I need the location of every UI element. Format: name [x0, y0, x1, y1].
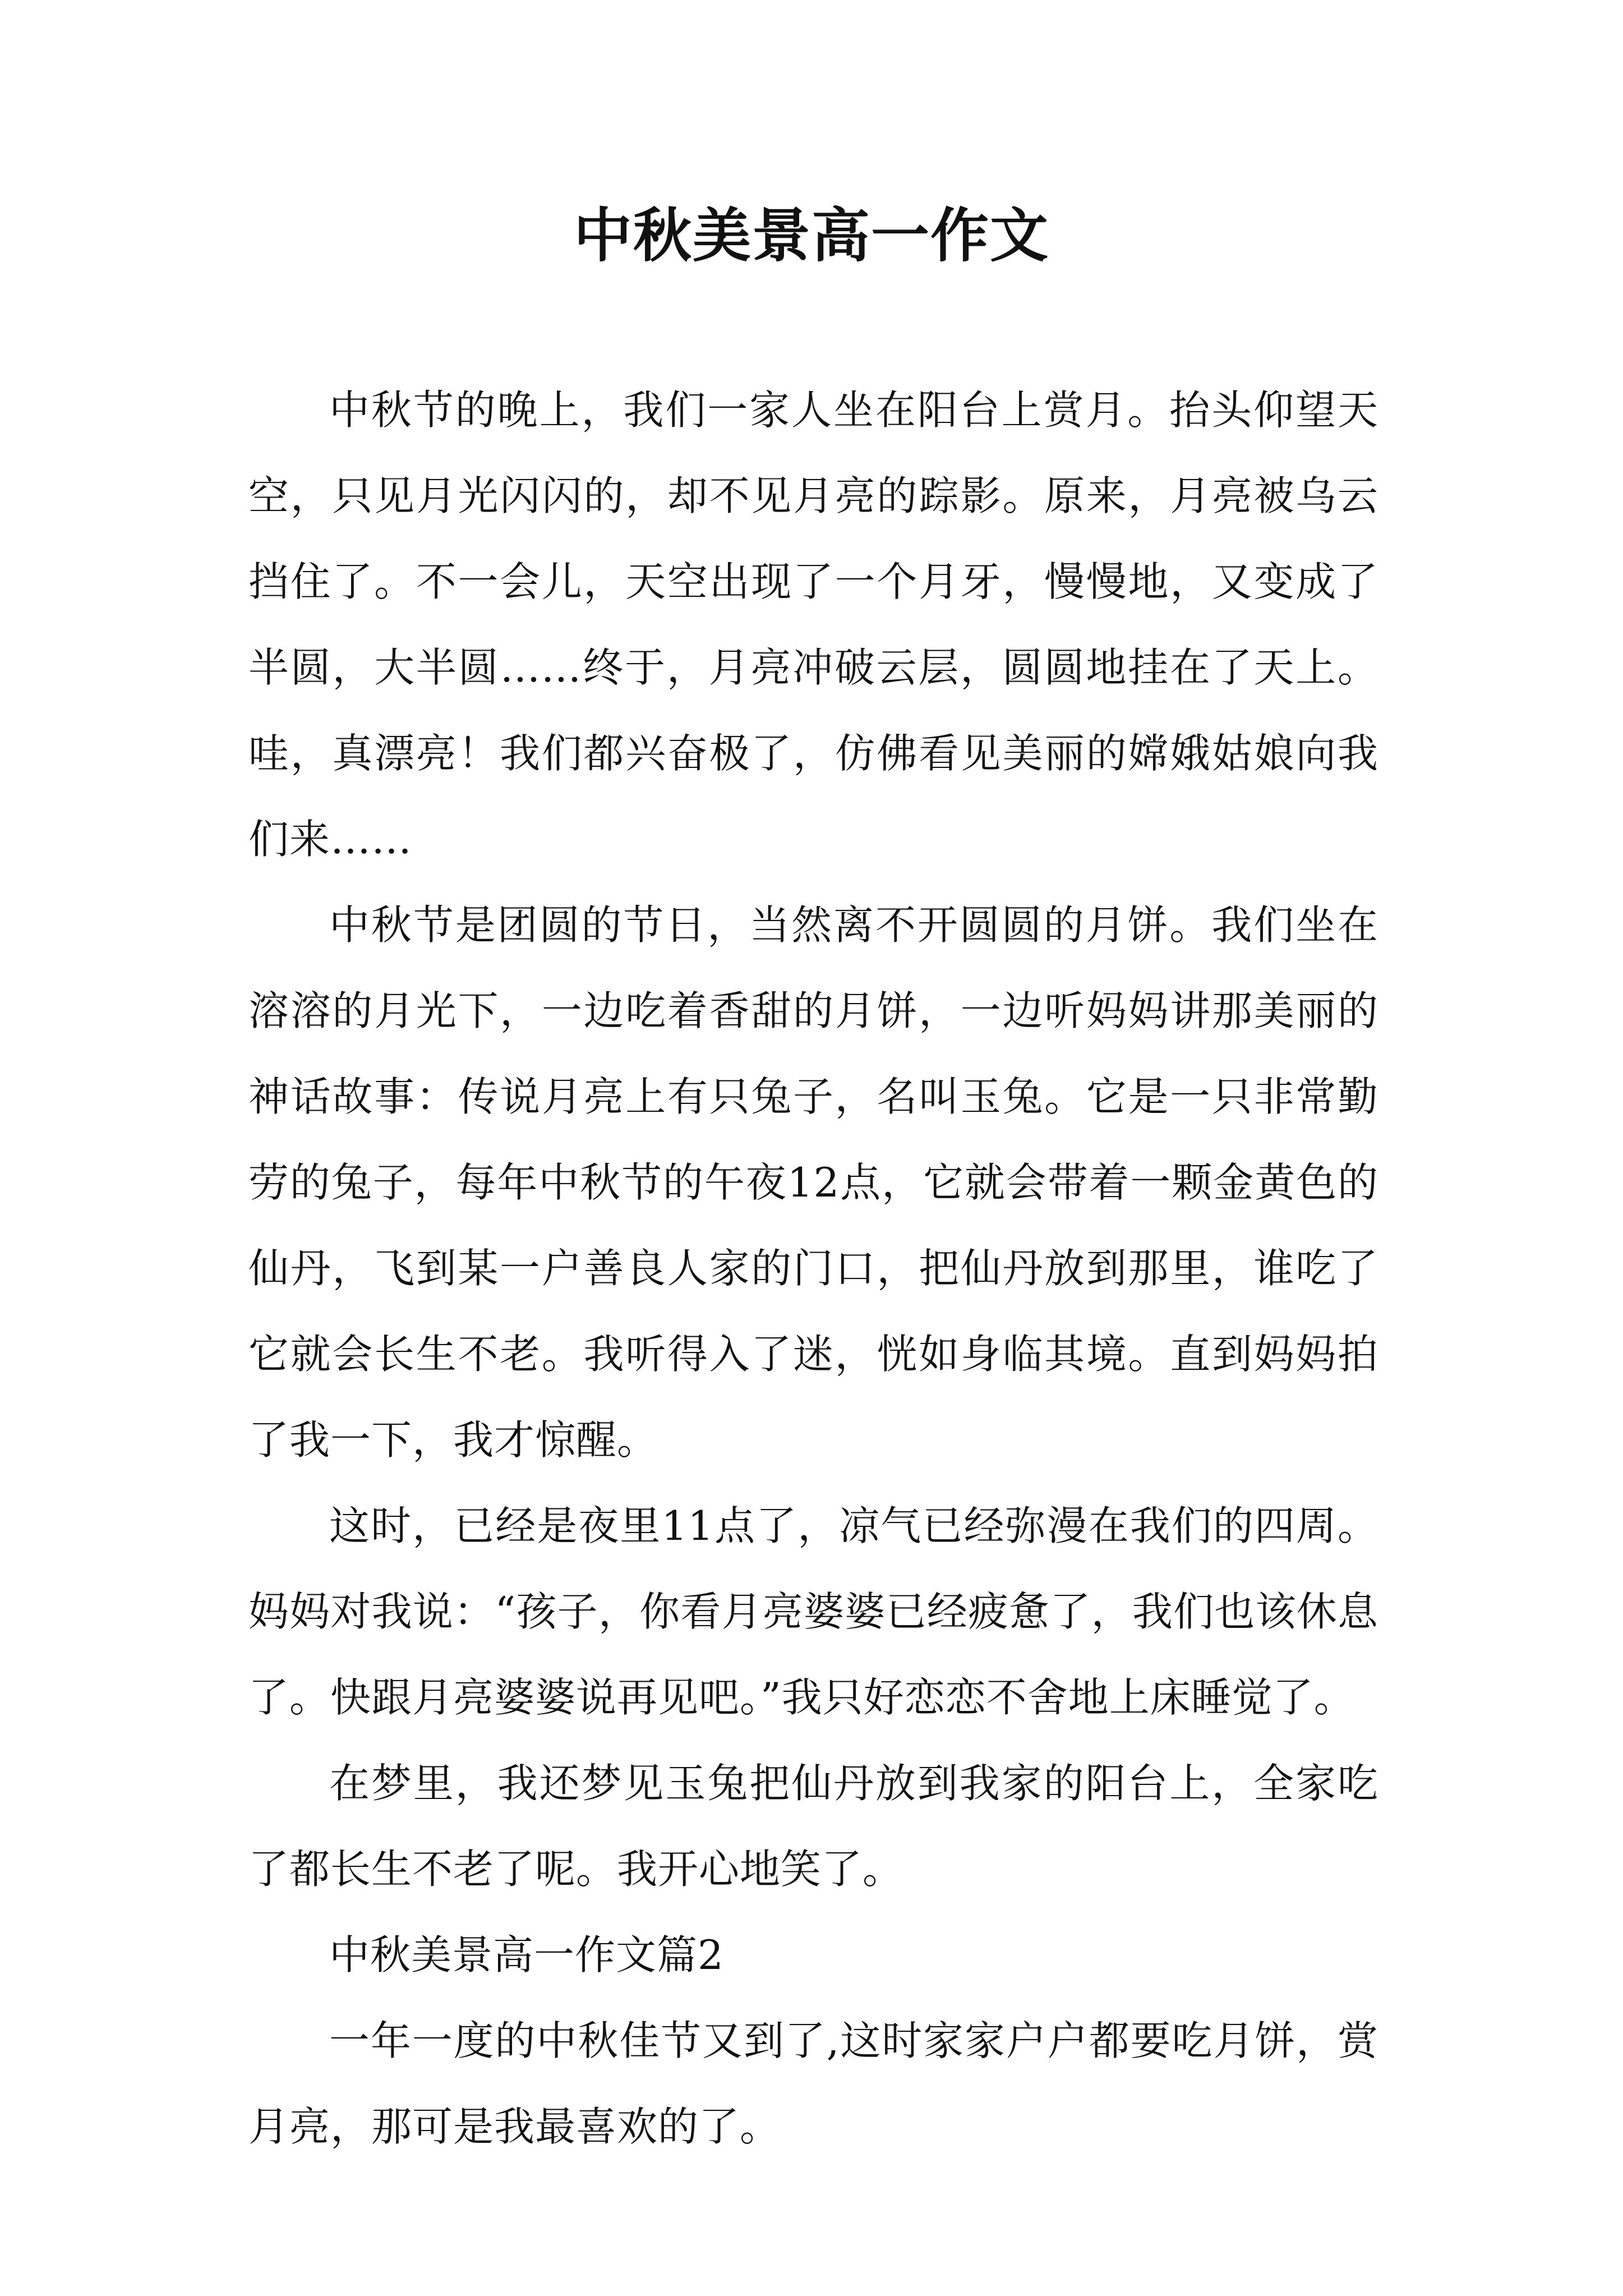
section-heading-part-2: 中秋美景高一作文篇2 — [329, 1931, 724, 1978]
paragraph-dream: 在梦里，我还梦见玉兔把仙丹放到我家的阳台上，全家吃了都长生不老了呢。我开心地笑了。 — [248, 1760, 1378, 1893]
paragraph-moon-viewing: 中秋节的晚上，我们一家人坐在阳台上赏月。抬头仰望天空，只见月光闪闪的，却不见月亮的踪影。原来，月亮被乌云挡住了。不一会儿，天空出现了一个月牙，慢慢地，又变成了半圆，大半圆……终于，月亮冲破云层，圆圆地挂在了天上。哇，真漂亮！我们都兴奋极了，仿佛看见美丽的嫦娥姑娘向我们来…… — [248, 386, 1378, 863]
document-body — [248, 367, 1378, 2170]
paragraph-mooncake-story: 中秋节是团圆的节日，当然离不开圆圆的月饼。我们坐在溶溶的月光下，一边吃着香甜的月饼，一边听妈妈讲那美丽的神话故事：传说月亮上有只兔子，名叫玉兔。它是一只非常勤劳的兔子，每年中秋节的午夜12点，它就会带着一颗金黄色的仙丹，飞到某一户善良人家的门口，把仙丹放到那里，谁吃了它就会长生不老。我听得入了迷，恍如身临其境。直到妈妈拍了我一下，我才惊醒。 — [248, 901, 1378, 1464]
document-title: 中秋美景高一作文 — [573, 201, 1049, 270]
paragraph-bedtime: 这时，已经是夜里11点了，凉气已经弥漫在我们的四周。妈妈对我说：“孩子，你看月亮婆婆已经疲惫了，我们也该休息了。快跟月亮婆婆说再见吧。”我只好恋恋不舍地上床睡觉了。 — [248, 1502, 1378, 1721]
paragraph-festival-again: 一年一度的中秋佳节又到了,这时家家户户都要吃月饼，赏月亮，那可是我最喜欢的了。 — [248, 2017, 1378, 2150]
